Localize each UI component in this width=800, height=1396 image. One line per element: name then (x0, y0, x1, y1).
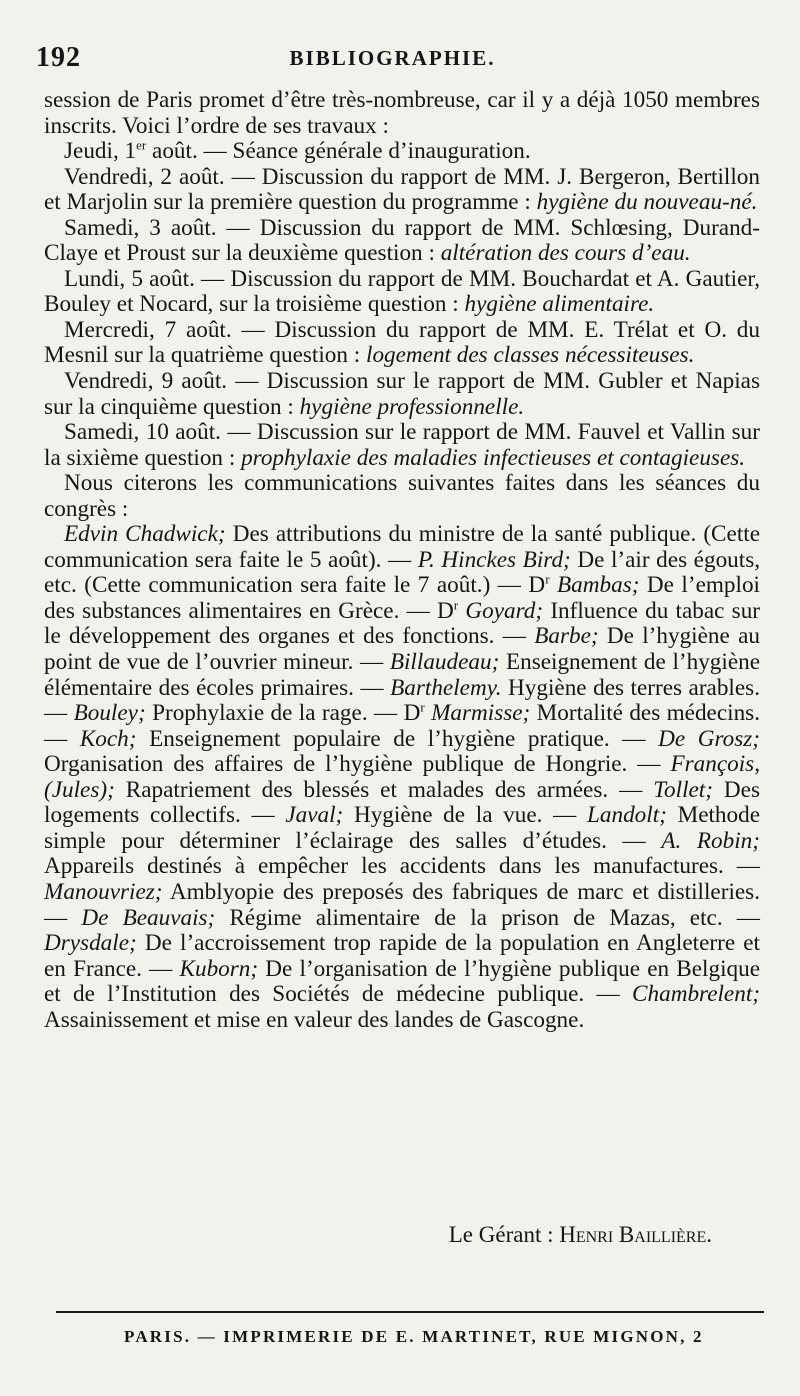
communication-text: Des logements collectifs. — (44, 776, 760, 829)
author-name: De Grosz; (658, 725, 761, 752)
schedule-samedi-3 (44, 216, 760, 267)
author-name: Javal; (285, 802, 344, 829)
page-header (36, 40, 760, 76)
author-name: Goyard; (458, 597, 544, 624)
question-title: hygiène du nouveau-né. (536, 189, 758, 216)
intro-paragraph: session de Paris promet d’être très-nombreuse, car il y a déjà 1050 membres inscrits. Voici l’ordre de ses travaux : (44, 87, 760, 139)
title-superscript: r (453, 597, 459, 613)
author-name: A. Robin; (661, 827, 760, 854)
author-name: Marmisse; (424, 700, 531, 727)
signature-name: Henri Baillière. (559, 1222, 712, 1247)
schedule-mercredi-7 (44, 318, 760, 369)
communication-text: Des attributions du ministre de la santé publique. (Cette communication sera faite le 5 août). — (44, 521, 760, 573)
running-title: BIBLIOGRAPHIE. (289, 45, 496, 70)
schedule-text: Samedi, 10 août. — Discussion sur le rapport de MM. Fauvel et Vallin sur la sixième question : (44, 419, 760, 471)
author-name: P. Hinckes Bird; (417, 546, 571, 573)
communication-text: De l’hygiène au point de vue de l’ouvrier mineur. — (44, 623, 760, 676)
author-name: De Beauvais; (81, 904, 216, 931)
signature-label: Le Gérant : (448, 1222, 560, 1247)
signature (449, 1222, 712, 1248)
schedule-text: Vendredi, 2 août. — Discussion du rapport de MM. J. Bergeron, Bertillon et Marjolin sur la première question du programme : (44, 163, 760, 216)
communication-text: Prophylaxie de la rage. — D (145, 700, 421, 727)
schedule-text: Samedi, 3 août. — Discussion du rapport de MM. Schlœsing, Durand-Claye et Proust sur la deuxième question : (44, 214, 760, 267)
ordinal-superscript: er (136, 137, 147, 153)
question-title: altération des cours d’eau. (440, 240, 691, 267)
communication-text: Amblyopie des preposés des fabriques de marc et distilleries. — (44, 878, 760, 931)
body-text (44, 88, 760, 1033)
schedule-text: Lundi, 5 août. — Discussion du rapport de MM. Bouchardat et A. Gautier, Bouley et Nocard, sur la troisième question : (44, 265, 760, 318)
author-name: Barthelemy. (390, 674, 502, 701)
author-name: Manouvriez; (44, 878, 163, 905)
title-superscript: r (545, 571, 550, 587)
author-name: Billaudeau; (389, 649, 500, 676)
author-name: Bambas; (549, 572, 640, 599)
communication-text: Hygiène des terres arables. — (44, 674, 760, 727)
communication-text: Appareils destinés à empêcher les accidents dans les manufactures. — (44, 853, 760, 880)
communication-text: Methode simple pour déterminer l’éclairage des salles d’études. — (44, 802, 760, 854)
communication-text: Rapatriement des blessés et malades des armées. — (114, 776, 654, 803)
question-title: hygiène professionnelle. (299, 393, 525, 420)
communication-text: Assainissement et mise en valeur des landes de Gascogne. (44, 1006, 585, 1033)
schedule-text: Vendredi, 9 août. — Discussion sur le rapport de MM. Gubler et Napias sur la cinquième question : (44, 368, 760, 420)
schedule-jeudi (44, 139, 760, 165)
communication-text: De l’emploi des substances alimentaires en Grèce. — D (44, 572, 760, 624)
communications-list (44, 522, 760, 1033)
schedule-text: août. — Séance générale d’inauguration. (146, 138, 531, 165)
schedule-text: Mercredi, 7 août. — Discussion du rapport de MM. E. Trélat et O. du Mesnil sur la quatrième question : (44, 316, 760, 369)
footer-rule (56, 1311, 764, 1313)
communication-text: Hygiène de la vue. — (343, 802, 587, 829)
schedule-samedi-10 (44, 420, 760, 471)
schedule-text: Jeudi, 1 (64, 138, 137, 165)
question-title: prophylaxie des maladies infectieuses et contagieuses. (241, 444, 746, 471)
communication-text: Mortalité des médecins. — (44, 700, 760, 752)
page-number: 192 (36, 42, 81, 73)
author-name: Tollet; (653, 776, 713, 803)
printer-imprint: PARIS. — IMPRIMERIE DE E. MARTINET, RUE MIGNON, 2 (124, 1327, 704, 1346)
author-name: Landolt; (587, 802, 667, 829)
title-superscript: r (420, 699, 425, 715)
communication-text: Influence du tabac sur le développement des organes et des fonctions. — (44, 597, 761, 650)
author-name: Edvin Chadwick; (64, 521, 226, 548)
author-name: François, (Jules); (44, 751, 760, 803)
communication-text: De l’accroissement trop rapide de la population en Angleterre et en France. — (44, 930, 760, 982)
communication-text: Régime alimentaire de la prison de Mazas, etc. — (215, 904, 760, 931)
author-name: Bouley; (73, 700, 146, 727)
schedule-vendredi-9 (44, 369, 760, 420)
author-name: Kuborn; (179, 955, 259, 982)
author-name: Koch; (79, 725, 137, 752)
schedule-lundi-5 (44, 267, 760, 318)
author-name: Barbe; (534, 623, 599, 650)
communication-text: Organisation des affaires de l’hygiène publique de Hongrie. — (44, 751, 671, 778)
author-name: Drysdale; (44, 930, 137, 957)
communication-text: Enseignement de l’hygiène élémentaire des écoles primaires. — (44, 649, 761, 701)
communication-text: De l’air des égouts, etc. (Cette communication sera faite le 7 août.) — D (44, 546, 761, 599)
communication-text: De l’organisation de l’hygiène publique en Belgique et de l’Institution des Sociétés de médecine publique. — (44, 955, 760, 1008)
question-title: logement des classes nécessiteuses. (366, 342, 695, 369)
communication-text: Enseignement populaire de l’hygiène pratique. — (136, 725, 659, 752)
schedule-vendredi-2 (44, 165, 760, 216)
author-name: Chambrelent; (632, 981, 760, 1008)
question-title: hygiène alimentaire. (464, 291, 655, 318)
communications-intro: Nous citerons les communications suivantes faites dans les séances du congrès : (44, 470, 760, 522)
